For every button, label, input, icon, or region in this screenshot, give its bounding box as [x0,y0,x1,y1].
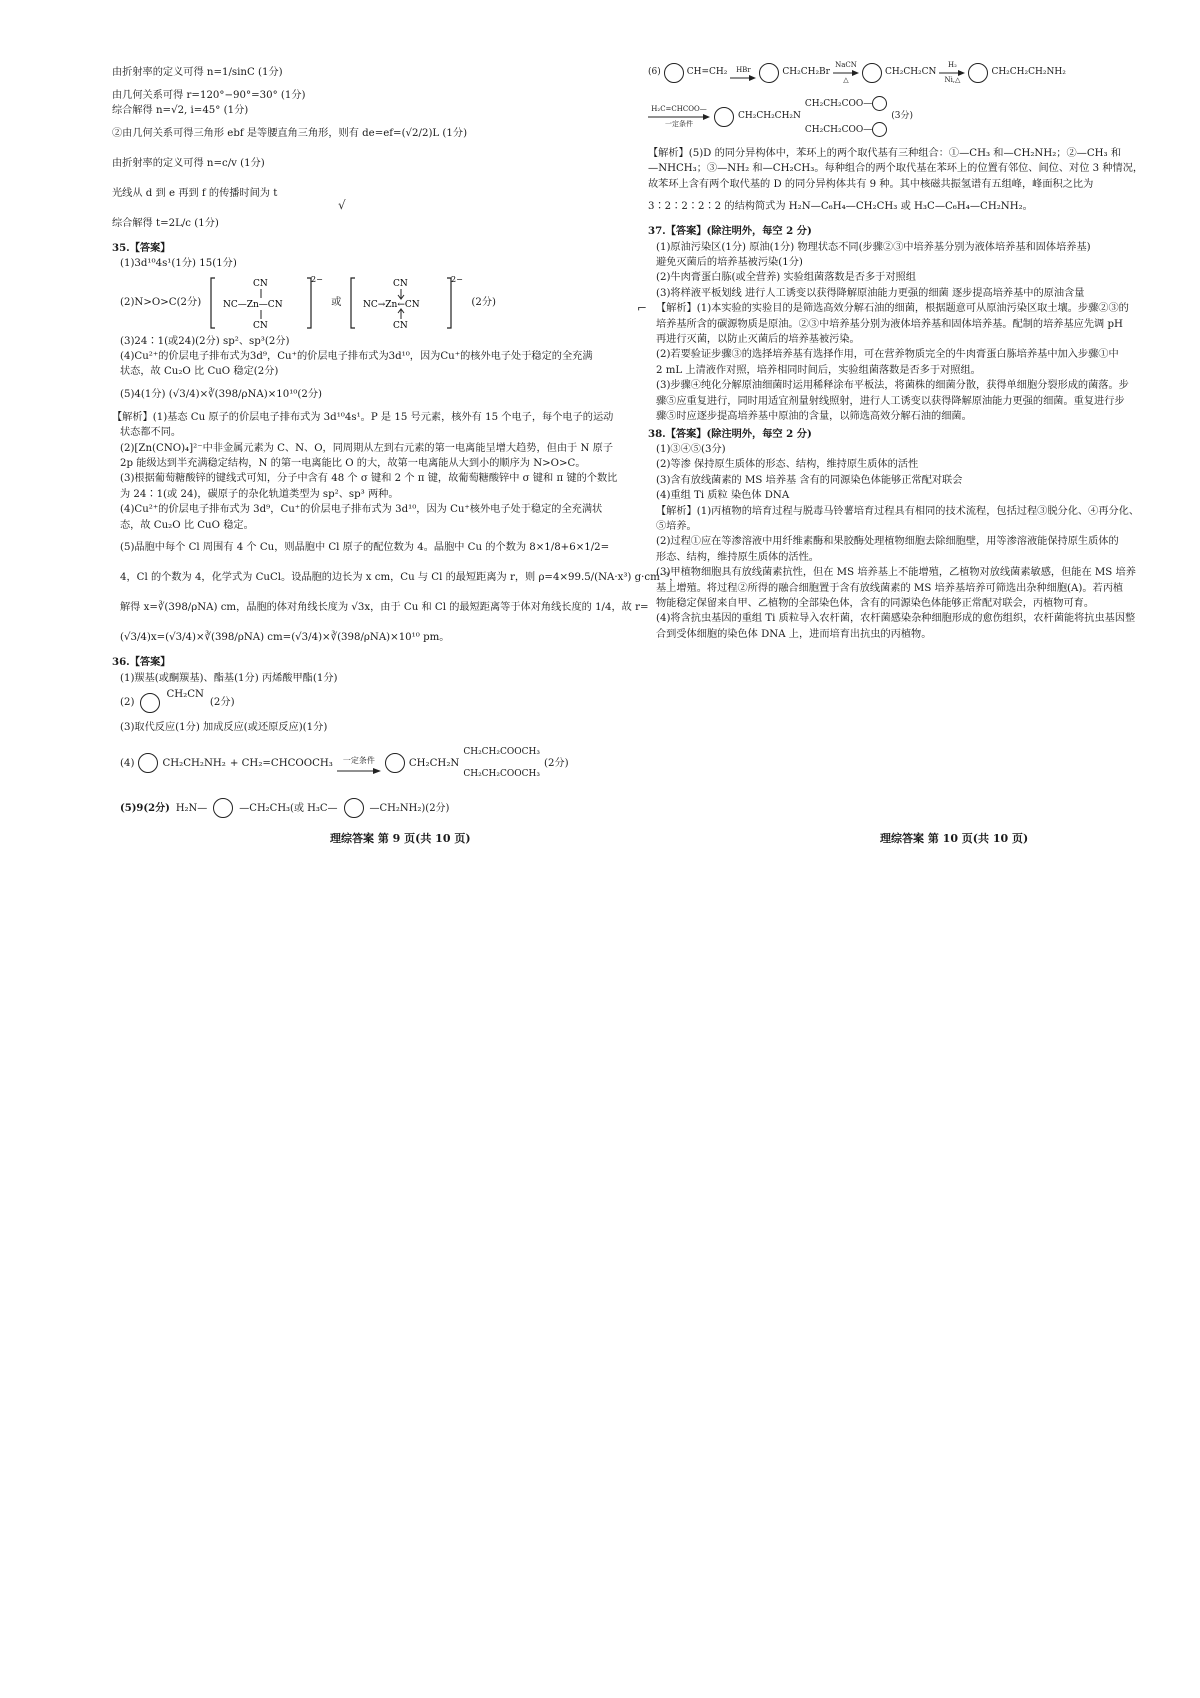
q35-header: 35.【答案】 [112,241,171,254]
q35-a2-prefix: (2)N>O>C(2分) [120,296,202,308]
svg-text:NC→Zn←CN: NC→Zn←CN [363,299,421,310]
q35-explain: 为 24∶1(或 24)，碳原子的杂化轨道类型为 sp²、sp³ 两种。 [120,488,399,500]
benzene-ring-icon [344,798,364,818]
q37-line: 【解析】(1)本实验的实验目的是筛选高效分解石油的细菌，根据题意可从原油污染区取土壤。步骤②③的 [656,303,1129,315]
q36-answer-2 [112,686,634,720]
benzene-ring-icon [714,107,734,127]
q38-line: ⑤培养。 [656,520,697,532]
q38-line: (4)将含抗虫基因的重组 Ti 质粒导入农杆菌，农杆菌感染杂种细胞形成的愈伤组织，农杆菌能将抗虫基因整 [656,613,1136,625]
benzene-ring-icon [140,693,160,713]
q36-answer-1: (1)羰基(或酮羰基)、酯基(1分) 丙烯酸甲酯(1分) [120,672,338,684]
reaction-arrow [648,105,710,129]
complex-structure-1 [211,274,321,332]
branch-up [805,91,887,117]
reaction-arrow [337,753,381,774]
right-column [648,58,1144,642]
arrow-condition: Ni,△ [944,76,961,84]
svg-text:2−: 2− [451,274,464,284]
branch-up-text: CH₂CH₂COO— [804,99,873,109]
benzene-ring-icon [385,753,405,773]
q37-line: 骤⑤应重复进行，同时用适宜剂量射线照射，进行人工诱变以获得降解原油能力更强的细菌。重复进行步 [656,395,1125,407]
q35-a2-or: 或 [331,296,342,308]
q35-answer-4a: (4)Cu²⁺的价层电子排布式为3d⁹，Cu⁺的价层电子排布式为3d¹⁰，因为Cu⁺的核外电子处于稳定的全充满 [120,351,593,363]
branch-down-text: CH₂CH₂COO— [804,125,873,135]
q38-line: 基上增殖。将过程②所得的融合细胞置于含有放线菌素的 MS 培养基培养可筛选出杂种细胞(A)。若丙植 [656,582,1124,594]
benzene-ring-icon [138,753,158,773]
complex-structure-2 [351,274,464,332]
branch-down: CH₂CH₂COOCH₃ [463,769,540,780]
reagent: CH=CH₂ [686,67,728,78]
arrow-right-icon [730,75,756,81]
reaction-arrow [730,66,756,81]
q38-line: (2)等渗 保持原生质体的形态、结构，维持原生质体的活性 [656,459,919,471]
benzene-ring-icon [862,63,882,83]
arrow-condition: 一定条件 [665,120,693,128]
q35-explain: (5)晶胞中每个 Cl 周围有 4 个 Cu，则晶胞中 Cl 原子的配位数为 4。晶胞中 Cu 的个数为 8×1/8+6×1/2= [120,542,610,554]
q36-a4-plus: + CH₂=CHCOOCH₃ [229,757,333,769]
q35-explain: 状态都不同。 [120,427,182,439]
arrow-condition: △ [843,76,849,84]
pencil-check-mark: √ [338,198,346,212]
q36-6-label: (6) [648,67,661,78]
q35-answer-4b: 状态，故 Cu₂O 比 CuO 稳定(2分) [120,366,279,378]
benzene-ring-icon [664,63,684,83]
intermediate: CH₂CH₂Br [782,67,830,78]
q36-a4-product: CH₂CH₂N [408,757,460,769]
product-branches [463,741,540,785]
svg-text:CN: CN [253,320,268,331]
q38-line: (4)重组 Ti 质粒 染色体 DNA [656,490,790,502]
benzene-ring-icon [968,63,988,83]
text-line: 光线从 d 到 e 再到 f 的传播时间为 t [112,187,278,199]
q37-line: (1)原油污染区(1分) 原油(1分) 物理状态不同(步骤②③中培养基分别为液体培养基和固体培养基) [656,241,1091,253]
q35-explain: (4)Cu²⁺的价层电子排布式为 3d⁹，Cu⁺的价层电子排布式为 3d¹⁰，因为 Cu⁺核外电子处于稳定的全充满状 [120,504,603,516]
q36-a5-f1: H₂N— [175,802,208,814]
benzene-ring-icon [872,122,887,137]
q36-header: 36.【答案】 [112,656,171,669]
q37-line: 2 mL 上清液作对照，培养相同时间后，实验组菌落数是否多于对照组。 [656,364,981,376]
q36-explain: —NHCH₃；③—NH₂ 和—CH₂CH₃。每种组合的两个取代基在苯环上的位置有邻位、间位、对位 3 种情况， [648,163,1144,175]
branch-up: CH₂CH₂COOCH₃ [463,747,540,758]
q37-line: 骤⑤时应逐步提高培养基中原油的含量，以筛选高效分解石油的细菌。 [656,411,972,423]
text-line: 综合解得 t=2L/c (1分) [112,217,219,229]
text-line: 综合解得 n=√2, i=45° (1分) [112,105,249,117]
reaction-condition: 一定条件 [342,755,375,765]
svg-text:CN: CN [253,278,268,289]
benzene-ring-icon [759,63,779,83]
q35-explain: 4，Cl 的个数为 4，化学式为 CuCl。设晶胞的边长为 x cm，Cu 与 Cl 的最短距离为 r，则 ρ=4×99.5/(NA·x³) g·cm⁻³， [120,572,680,584]
q37-line: (2)牛肉膏蛋白胨(或全营养) 实验组菌落数是否多于对照组 [656,272,916,284]
reaction-arrow [833,61,859,85]
q36-a2-group: CH₂CN [166,689,204,701]
q35-explain: 【解析】(1)基态 Cu 原子的价层电子排布式为 3d¹⁰4s¹。P 是 15 号元素，核外有 15 个电子，每个电子的运动 [112,411,614,423]
svg-text:NC—Zn—CN: NC—Zn—CN [223,299,283,310]
page-footer-right: 理综答案 第 10 页(共 10 页) [880,832,1029,845]
text-line: 由折射率的定义可得 n=1/sinC (1分) [112,67,283,78]
svg-text:2−: 2− [311,274,323,284]
q37-header: 37.【答案】(除注明外，每空 2 分) [648,225,812,238]
intermediate: CH₂CH₂CN [884,67,937,78]
branch-down [805,117,887,143]
q35-answer-1: (1)3d¹⁰4s¹(1分) 15(1分) [120,258,237,270]
q35-explain: (2)[Zn(CNO)₄]²⁻中非金属元素为 C、N、O，同周期从左到右元素的第一电离能呈增大趋势，但由于 N 原子 [120,442,614,454]
q36-answer-4 [112,735,634,791]
q35-answer-2 [112,272,634,334]
arrow-condition: H₂C=CHCOO— [651,105,707,113]
q36-a5-f1c: —CH₂NH₂)(2分) [369,802,450,814]
benzene-ring-icon [872,96,887,111]
q36-answer-3: (3)取代反应(1分) 加成反应(或还原反应)(1分) [120,721,328,733]
q35-answer-3: (3)24∶1(或24)(2分) sp²、sp³(2分) [120,335,290,347]
page-footer-left: 理综答案 第 9 页(共 10 页) [330,832,471,845]
q36-a2-score: (2分) [209,697,235,709]
benzene-ring-icon [213,798,233,818]
q35-explain: 解得 x=∛(398/ρNA) cm，晶胞的体对角线长度为 √3x，由于 Cu 和 Cl 的最短距离等于体对角线长度的 1/4，故 r= [120,602,649,614]
q38-line: (3)含有放线菌素的 MS 培养基 含有的同源染色体能够正常配对联会 [656,474,963,486]
text-line: ②由几何关系可得三角形 ebf 是等腰直角三角形，则有 de=ef=(√2/2)L (1分) [112,127,468,139]
q35-explain: 态，故 Cu₂O 比 CuO 稳定。 [120,519,254,531]
q35-a2-suffix: (2分) [471,296,496,308]
q38-line: (1)③④⑤(3分) [656,443,726,455]
arrow-condition: HBr [736,65,751,74]
svg-text:CN: CN [393,278,409,289]
arrow-condition: H₂ [947,61,957,69]
q36-6-score: (3分) [891,111,913,122]
q37-line: 避免灭菌后的培养基被污染(1分) [656,257,803,269]
q36-a5-label: (5)9(2分) [120,802,170,814]
q36-a4-label: (4) [120,757,135,769]
q36-6-synthesis-row-1 [648,58,1114,88]
q37-line: 再进行灭菌，以防止灭菌后的培养基被污染。 [656,334,860,346]
reaction-arrow [939,61,965,85]
q36-explain: 故苯环上含有两个取代基的 D 的同分异构体共有 9 种。其中核磁共振氢谱有五组峰，峰面积之比为 [648,178,1094,190]
q36-explain: 3∶2∶2∶2∶2 的结构简式为 H₂N—C₆H₄—CH₂CH₃ 或 H₃C—C₆H₄—CH₂NH₂。 [648,201,1033,213]
q35-explain: (√3/4)x=(√3/4)×∛(398/ρNA) cm=(√3/4)×∛(398/ρNA)×10¹⁰ pm。 [120,632,450,644]
q38-line: 物能稳定保留来自甲、乙植物的全部染色体，含有的同源染色体能够正常配对联会，丙植物可育。 [656,597,1095,609]
pencil-mark: ⌐ [637,301,648,315]
q37-line: 培养基所含的碳源物质是原油。②③中培养基分别为液体培养基和固体培养基。配制的培养基应先调 pH [656,318,1123,330]
q35-answer-5: (5)4(1分) (√3/4)×∛(398/ρNA)×10¹⁰(2分) [120,388,323,400]
q36-explain: 【解析】(5)D 的同分异构体中，苯环上的两个取代基有三种组合：①—CH₃ 和—CH₂NH₂；②—CH₃ 和 [648,148,1122,159]
arrow-right-icon [337,768,381,774]
q38-line: (2)过程①应在等渗溶液中用纤维素酶和果胶酶处理植物细胞去除细胞壁，用等渗溶液能保持原生质体的 [656,536,1119,548]
text-line: 由折射率的定义可得 n=c/v (1分) [112,157,265,169]
product: CH₂CH₂CH₂N [738,111,801,122]
q36-a4-r1: CH₂CH₂NH₂ [162,757,226,769]
q37-line: (3)步骤④纯化分解原油细菌时运用稀释涂布平板法，将菌株的细菌分散，获得单细胞分裂形成的菌落。步 [656,380,1129,392]
arrow-condition: NaCN [835,61,857,69]
q36-6-synthesis-row-2 [648,88,1114,146]
q37-line: (3)将样液平板划线 进行人工诱变以获得降解原油能力更强的细菌 逐步提高培养基中的原油含量 [656,287,1085,299]
intermediate: CH₂CH₂CH₂NH₂ [991,67,1066,78]
q38-line: 【解析】(1)丙植物的培育过程与脱毒马铃薯培育过程具有相同的技术流程，包括过程③脱分化、④再分化、 [656,505,1140,517]
text-line: 由几何关系可得 r=120°−90°=30° (1分) [112,90,306,101]
q38-line: 合到受体细胞的染色体 DNA 上，进而培育出抗虫的丙植物。 [656,628,932,640]
q35-explain: 2p 能级达到半充满稳定结构，N 的第一电离能比 O 的大，故第一电离能从大到小的顺序为 N>O>C。 [120,458,586,470]
q36-answer-5 [112,791,634,825]
q35-explain: (3)根据葡萄糖酸锌的键线式可知，分子中含有 48 个 σ 键和 2 个 π 键，故葡萄糖酸锌中 σ 键和 π 键的个数比 [120,473,618,485]
q38-line: 形态、结构，维持原生质体的活性。 [656,551,819,563]
q37-line: (2)若要验证步骤③的选择培养基有选择作用，可在营养物质完全的牛肉膏蛋白胨培养基中加入步骤①中 [656,349,1119,361]
q36-a2-label: (2) [120,697,135,709]
q36-a4-score: (2分) [544,757,569,769]
q36-a5-f1b: —CH₂CH₃(或 H₃C— [239,802,338,814]
svg-text:CN: CN [393,320,409,331]
product-branches [805,91,887,143]
q38-line: (3)甲植物细胞具有放线菌素抗性，但在 MS 培养基上不能增殖，乙植物对放线菌素敏感，但能在 MS 培养 [656,567,1136,579]
q38-header: 38.【答案】(除注明外，每空 2 分) [648,427,812,440]
